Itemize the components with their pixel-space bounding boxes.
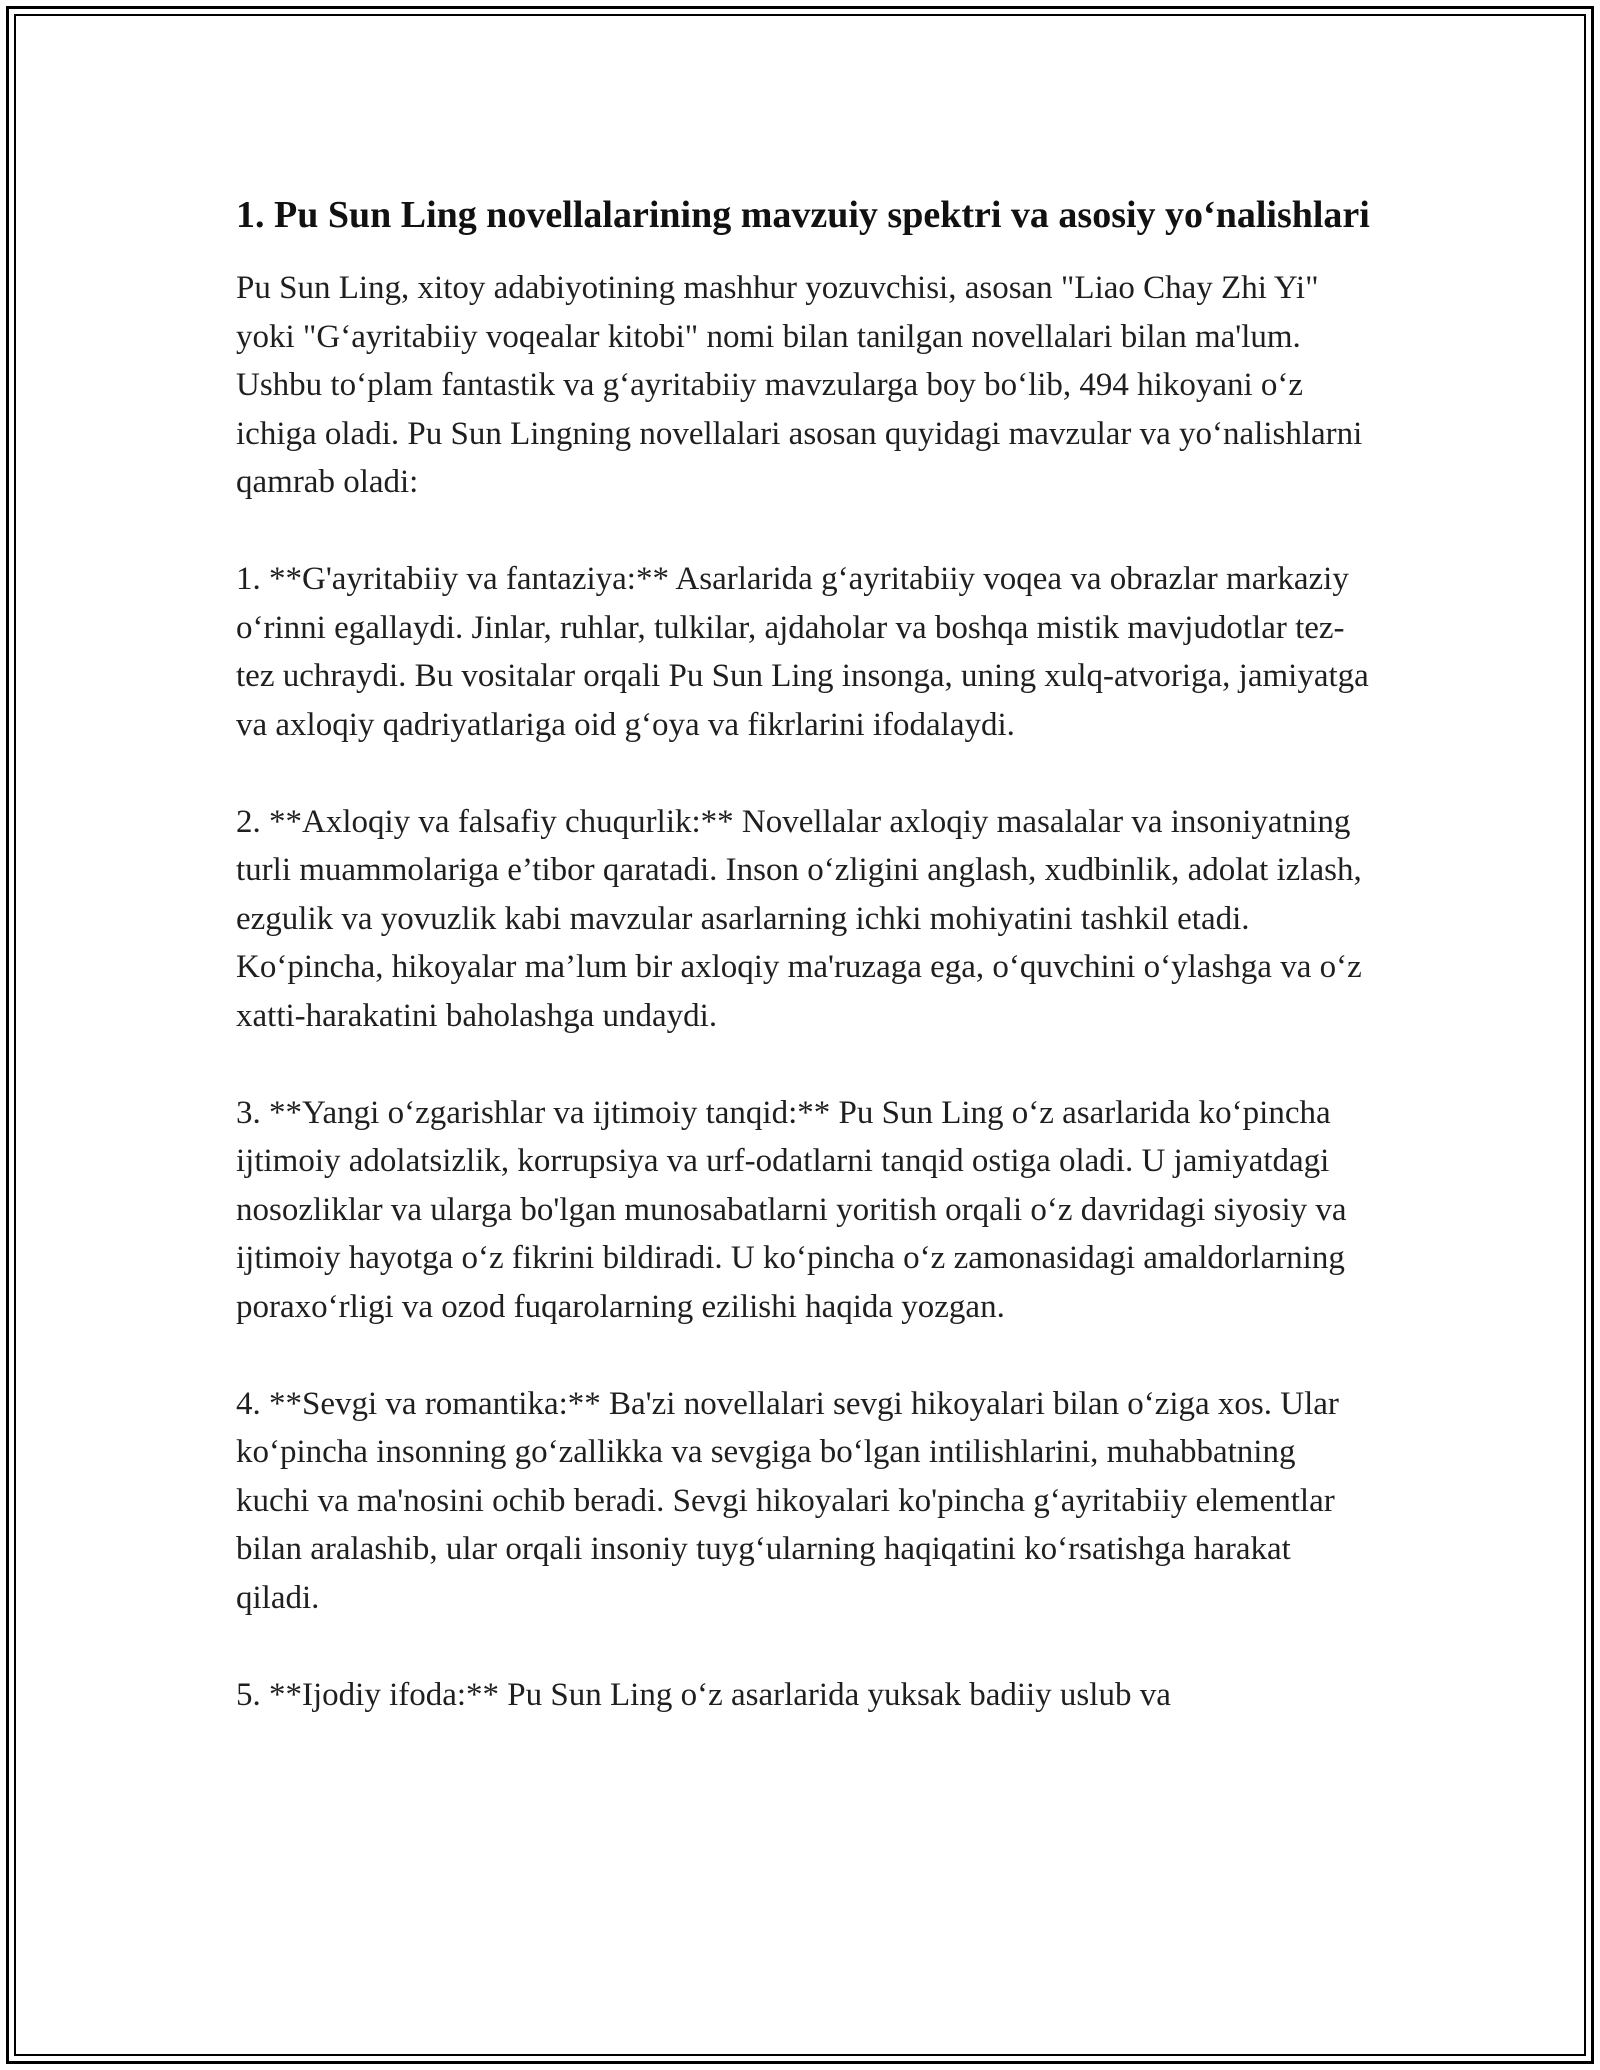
- list-item-love-romance: 4. **Sevgi va romantika:** Ba'zi novellalari sevgi hikoyalari bilan o‘ziga xos. Ular ko‘pincha insonning go‘zallikka va sevgiga bo‘lgan intilishlarini, muhabbatning kuchi va ma'nosini ochib beradi. Sevgi hikoyalari ko'pincha g‘ayritabiiy elementlar bilan aralashib, ular orqali insoniy tuyg‘ularning haqiqatini ko‘rsatishga harakat qiladi.: [236, 1385, 1339, 1616]
- paragraph-spacer: [236, 1331, 1376, 1380]
- intro-paragraph: Pu Sun Ling, xitoy adabiyotining mashhur yozuvchisi, asosan "Liao Chay Zhi Yi" yoki "G‘ayritabiiy voqealar kitobi" nomi bilan tanilgan novellalari bilan ma'lum. Ushbu to‘plam fantastik va g‘ayritabiiy mavzularga boy bo‘lib, 494 hikoyani o‘z ichiga oladi. Pu Sun Lingning novellalari asosan quyidagi mavzular va yo‘nalishlarni qamrab oladi:: [236, 270, 1363, 500]
- paragraph-spacer: [236, 1622, 1376, 1671]
- document-page: [236, 188, 1376, 1719]
- list-item-moral-philosophical: 2. **Axloqiy va falsafiy chuqurlik:** Novellalar axloqiy masalalar va insoniyatning turli muammolariga e’tibor qaratadi. Inson o‘zligini anglash, xudbinlik, adolat izlash, ezgulik va yovuzlik kabi mavzular asarlarning ichki mohiyatini tashkil etadi. Ko‘pincha, hikoyalar ma’lum bir axloqiy ma'ruzaga ega, o‘quvchini o‘ylashga va o‘z xatti-harakatini baholashga undaydi.: [236, 803, 1362, 1034]
- list-item-creative-expression: 5. **Ijodiy ifoda:** Pu Sun Ling o‘z asarlarida yuksak badiiy uslub va: [236, 1676, 1171, 1713]
- paragraph-spacer: [236, 507, 1376, 556]
- paragraph-spacer: [236, 749, 1376, 798]
- paragraph-spacer: [236, 1040, 1376, 1089]
- list-item-social-critique: 3. **Yangi o‘zgarishlar va ijtimoiy tanqid:** Pu Sun Ling o‘z asarlarida ko‘pincha ijtimoiy adolatsizlik, korrupsiya va urf-odatlarni tanqid ostiga oladi. U jamiyatdagi nosozliklar va ularga bo'lgan munosabatlarni yoritish orqali o‘z davridagi siyosiy va ijtimoiy hayotga o‘z fikrini bildiradi. U ko‘pincha o‘z zamonasidagi amaldorlarning poraxo‘rligi va ozod fuqarolarning ezilishi haqida yozgan.: [236, 1094, 1347, 1325]
- list-item-supernatural: 1. **G'ayritabiiy va fantaziya:** Asarlarida g‘ayritabiiy voqea va obrazlar markaziy o‘rinni egallaydi. Jinlar, ruhlar, tulkilar, ajdaholar va boshqa mistik mavjudotlar tez-tez uchraydi. Bu vositalar orqali Pu Sun Ling insonga, uning xulq-atvoriga, jamiyatga va axloqiy qadriyatlariga oid g‘oya va fikrlarini ifodalaydi.: [236, 561, 1369, 743]
- section-heading: 1. Pu Sun Ling novellalarining mavzuiy spektri va asosiy yo‘nalishlari: [236, 194, 1370, 236]
